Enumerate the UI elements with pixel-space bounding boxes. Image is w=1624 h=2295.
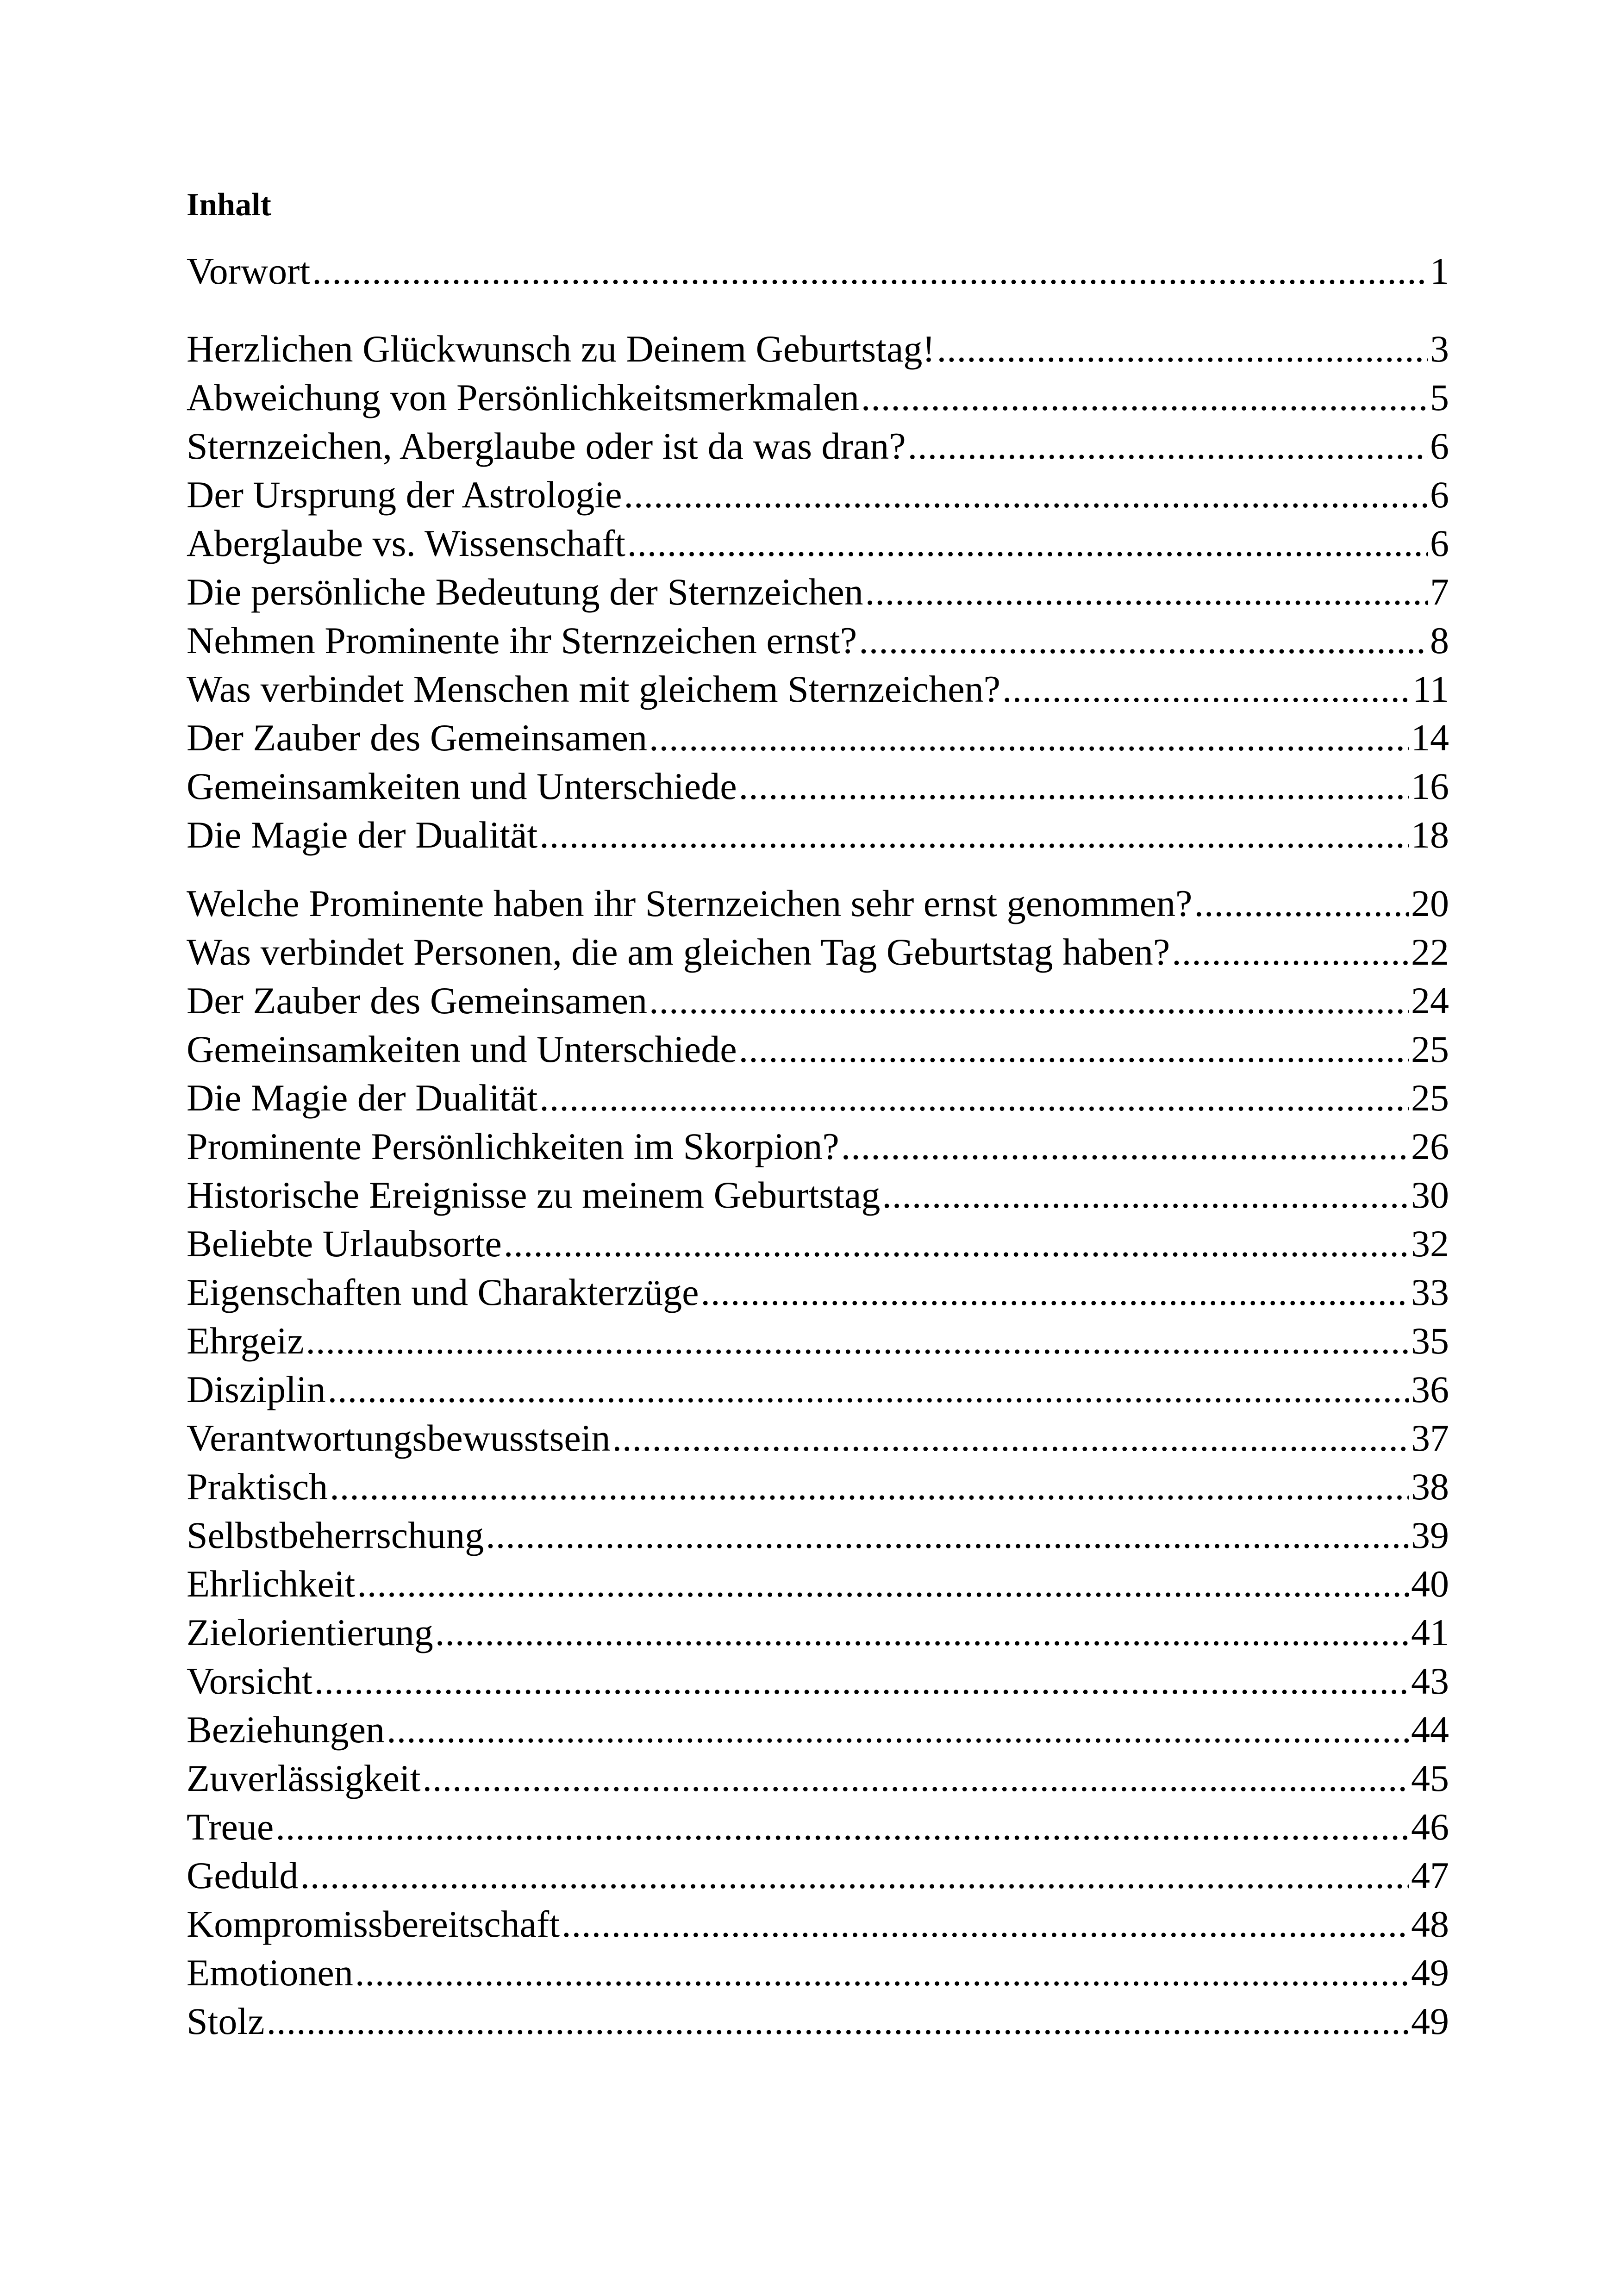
toc-entry-title: Sternzeichen, Aberglaube oder ist da was dran? [187, 425, 906, 467]
toc-entry[interactable] [187, 665, 1449, 713]
toc-leader-dots [357, 1559, 1409, 1608]
toc-list [187, 247, 1449, 2046]
toc-leader-dots [314, 1657, 1409, 1705]
toc-leader-dots [275, 1802, 1409, 1851]
toc-entry-title: Emotionen [187, 1952, 353, 1994]
toc-leader-dots [355, 1948, 1409, 1997]
toc-leader-dots [562, 1900, 1409, 1948]
toc-leader-dots [300, 1851, 1409, 1900]
toc-entry-page: 6 [1430, 474, 1449, 516]
toc-entry-title: Herzlichen Glückwunsch zu Deinem Geburtstag! [187, 328, 935, 370]
toc-entry-page: 49 [1411, 1952, 1449, 1994]
toc-entry[interactable] [187, 1851, 1449, 1900]
toc-leader-dots [612, 1414, 1409, 1462]
toc-leader-dots [908, 422, 1428, 470]
toc-leader-dots [841, 1122, 1409, 1171]
toc-entry-title: Was verbindet Personen, die am gleichen Tag Geburtstag haben? [187, 931, 1170, 973]
toc-entry[interactable] [187, 1171, 1449, 1219]
toc-entry[interactable] [187, 1365, 1449, 1414]
toc-leader-dots [1172, 928, 1409, 976]
toc-leader-dots [539, 811, 1409, 859]
toc-leader-dots [330, 1462, 1409, 1511]
toc-entry[interactable] [187, 762, 1449, 811]
toc-entry[interactable] [187, 713, 1449, 762]
toc-entry-page: 5 [1430, 376, 1449, 418]
toc-entry-page: 14 [1411, 717, 1449, 759]
toc-entry-page: 8 [1430, 619, 1449, 661]
toc-entry[interactable] [187, 1559, 1449, 1608]
toc-entry-page: 25 [1411, 1077, 1449, 1119]
toc-entry-page: 1 [1430, 250, 1449, 292]
toc-entry-page: 46 [1411, 1806, 1449, 1848]
toc-entry-title: Zielorientierung [187, 1611, 433, 1653]
toc-entry-title: Aberglaube vs. Wissenschaft [187, 522, 625, 564]
toc-entry[interactable] [187, 1802, 1449, 1851]
toc-entry[interactable] [187, 1511, 1449, 1559]
toc-entry-page: 3 [1430, 328, 1449, 370]
toc-entry-page: 16 [1411, 765, 1449, 807]
toc-leader-dots [306, 1316, 1410, 1365]
toc-entry[interactable] [187, 1462, 1449, 1511]
toc-leader-dots [435, 1608, 1409, 1657]
toc-entry-title: Eigenschaften und Charakterzüge [187, 1271, 699, 1313]
toc-leader-dots [328, 1365, 1409, 1414]
toc-entry-title: Die Magie der Dualität [187, 1077, 538, 1119]
toc-entry-page: 30 [1411, 1174, 1449, 1216]
toc-entry[interactable] [187, 1948, 1449, 1997]
toc-entry-page: 41 [1411, 1611, 1449, 1653]
toc-leader-dots [649, 976, 1409, 1025]
toc-entry-page: 45 [1411, 1757, 1449, 1799]
toc-leader-dots [387, 1705, 1409, 1754]
toc-entry[interactable] [187, 519, 1449, 568]
table-of-contents [187, 183, 1449, 2046]
toc-entry[interactable] [187, 1997, 1449, 2046]
toc-entry[interactable] [187, 1219, 1449, 1268]
toc-entry-title: Zuverlässigkeit [187, 1757, 421, 1799]
toc-entry-title: Nehmen Prominente ihr Sternzeichen ernst? [187, 619, 857, 661]
toc-entry-title: Beliebte Urlaubsorte [187, 1222, 502, 1265]
toc-entry[interactable] [187, 324, 1449, 373]
toc-entry-page: 49 [1411, 2000, 1449, 2042]
toc-entry-title: Beziehungen [187, 1709, 385, 1751]
toc-leader-dots [649, 713, 1409, 762]
toc-entry[interactable] [187, 879, 1449, 928]
toc-entry-title: Gemeinsamkeiten und Unterschiede [187, 1028, 737, 1070]
toc-entry-page: 35 [1411, 1320, 1449, 1362]
toc-entry[interactable] [187, 1073, 1449, 1122]
toc-entry-page: 25 [1411, 1028, 1449, 1070]
toc-leader-dots [539, 1073, 1409, 1122]
toc-entry[interactable] [187, 422, 1449, 470]
toc-entry-page: 11 [1412, 668, 1449, 710]
toc-entry[interactable] [187, 1900, 1449, 1948]
toc-entry-title: Geduld [187, 1854, 299, 1896]
toc-entry-title: Was verbindet Menschen mit gleichem Sternzeichen? [187, 668, 1001, 710]
toc-entry[interactable] [187, 1122, 1449, 1171]
toc-entry-page: 47 [1411, 1854, 1449, 1896]
toc-entry-title: Gemeinsamkeiten und Unterschiede [187, 765, 737, 807]
toc-entry[interactable] [187, 1608, 1449, 1657]
toc-leader-dots [486, 1511, 1409, 1559]
toc-entry-title: Stolz [187, 2000, 265, 2042]
toc-entry[interactable] [187, 1705, 1449, 1754]
toc-entry-title: Der Ursprung der Astrologie [187, 474, 622, 516]
toc-leader-dots [739, 1025, 1409, 1073]
toc-leader-dots [859, 616, 1428, 665]
toc-entry-title: Ehrlichkeit [187, 1563, 356, 1605]
toc-leader-dots [627, 519, 1428, 568]
toc-leader-dots [882, 1171, 1409, 1219]
toc-entry[interactable] [187, 470, 1449, 519]
toc-entry-title: Ehrgeiz [187, 1320, 304, 1362]
toc-entry-page: 48 [1411, 1903, 1449, 1945]
toc-entry-page: 6 [1430, 425, 1449, 467]
toc-leader-dots [861, 373, 1428, 422]
toc-leader-dots [701, 1268, 1409, 1316]
toc-entry[interactable] [187, 1316, 1449, 1365]
toc-entry[interactable] [187, 1754, 1449, 1802]
toc-entry-title: Der Zauber des Gemeinsamen [187, 717, 647, 759]
toc-entry-title: Praktisch [187, 1466, 328, 1508]
toc-entry-title: Selbstbeherrschung [187, 1514, 484, 1556]
toc-entry-page: 37 [1411, 1417, 1449, 1459]
toc-entry-page: 7 [1430, 571, 1449, 613]
toc-entry-page: 44 [1411, 1709, 1449, 1751]
toc-entry[interactable] [187, 1268, 1449, 1316]
toc-entry-title: Kompromissbereitschaft [187, 1903, 560, 1945]
toc-heading: Inhalt [187, 187, 271, 223]
toc-entry-title: Welche Prominente haben ihr Sternzeichen sehr ernst genommen? [187, 882, 1193, 924]
toc-entry-title: Treue [187, 1806, 274, 1848]
toc-entry-page: 32 [1411, 1222, 1449, 1265]
toc-entry-page: 22 [1411, 931, 1449, 973]
toc-leader-dots [1002, 665, 1411, 713]
toc-entry[interactable] [187, 616, 1449, 665]
toc-entry-page: 39 [1411, 1514, 1449, 1556]
toc-leader-dots [937, 324, 1428, 373]
toc-entry-title: Disziplin [187, 1368, 326, 1410]
toc-entry-page: 18 [1411, 814, 1449, 856]
toc-entry-title: Der Zauber des Gemeinsamen [187, 979, 647, 1022]
toc-entry[interactable] [187, 811, 1449, 859]
toc-entry-title: Die persönliche Bedeutung der Sternzeichen [187, 571, 863, 613]
toc-entry-page: 20 [1411, 882, 1449, 924]
toc-entry[interactable] [187, 568, 1449, 616]
toc-entry-page: 24 [1411, 979, 1449, 1022]
toc-entry-title: Historische Ereignisse zu meinem Geburtstag [187, 1174, 881, 1216]
toc-entry-title: Vorsicht [187, 1660, 312, 1702]
toc-leader-dots [423, 1754, 1409, 1802]
toc-entry-title: Die Magie der Dualität [187, 814, 538, 856]
toc-entry-page: 38 [1411, 1466, 1449, 1508]
toc-entry-page: 36 [1411, 1368, 1449, 1410]
toc-entry-title: Prominente Persönlichkeiten im Skorpion? [187, 1125, 839, 1167]
toc-entry-title: Abweichung von Persönlichkeitsmerkmalen [187, 376, 859, 418]
toc-leader-dots [267, 1997, 1409, 2046]
toc-entry[interactable] [187, 1657, 1449, 1705]
toc-entry[interactable] [187, 373, 1449, 422]
toc-leader-dots [312, 247, 1428, 295]
toc-entry[interactable] [187, 1025, 1449, 1073]
toc-entry[interactable] [187, 976, 1449, 1025]
toc-leader-dots [739, 762, 1409, 811]
toc-leader-dots [865, 568, 1428, 616]
toc-leader-dots [504, 1219, 1409, 1268]
toc-entry-page: 26 [1411, 1125, 1449, 1167]
toc-entry[interactable] [187, 1414, 1449, 1462]
toc-leader-dots [1194, 879, 1409, 928]
toc-entry[interactable] [187, 247, 1449, 295]
toc-entry-page: 6 [1430, 522, 1449, 564]
toc-entry[interactable] [187, 928, 1449, 976]
toc-leader-dots [624, 470, 1428, 519]
toc-entry-page: 33 [1411, 1271, 1449, 1313]
toc-entry-page: 43 [1411, 1660, 1449, 1702]
toc-entry-page: 40 [1411, 1563, 1449, 1605]
toc-entry-title: Vorwort [187, 250, 311, 292]
toc-entry-title: Verantwortungsbewusstsein [187, 1417, 611, 1459]
